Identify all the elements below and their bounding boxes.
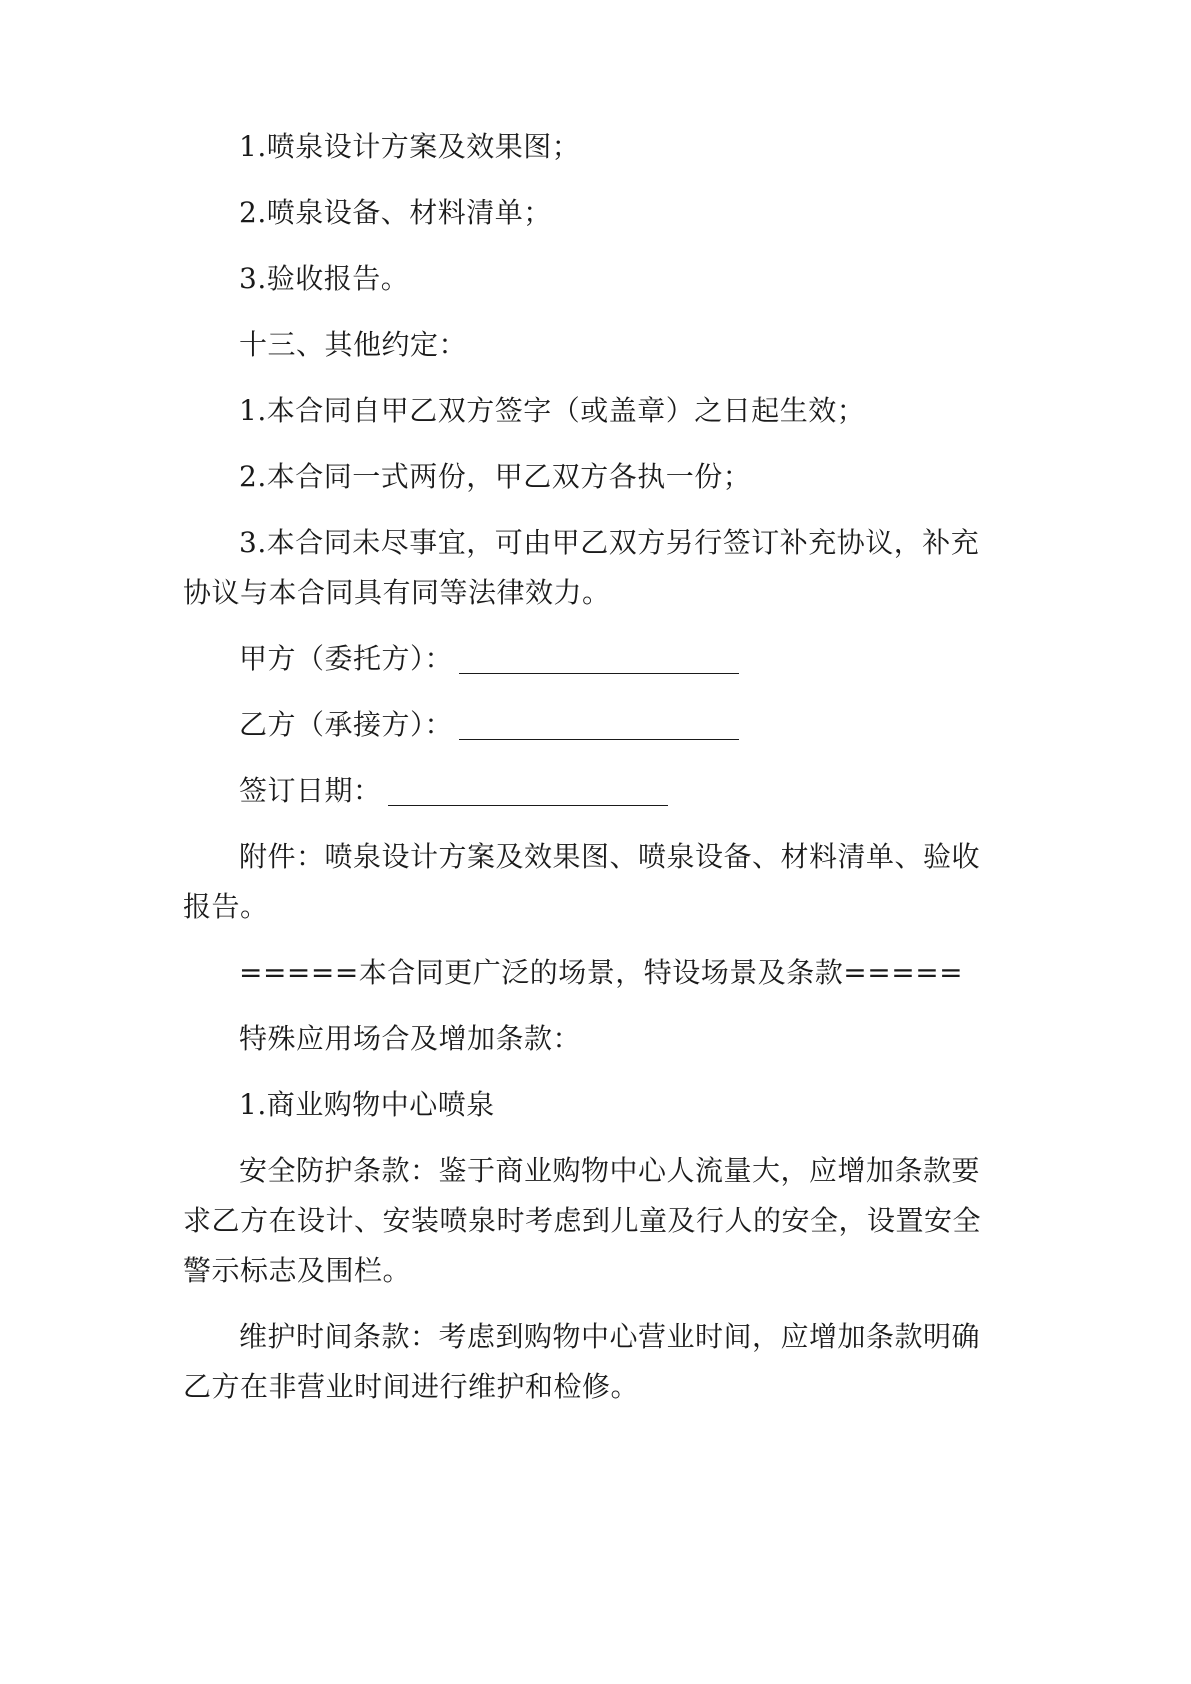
sign-date-line [183,766,1003,816]
clause-3: 3.本合同未尽事宜，可由甲乙双方另行签订补充协议，补充协议与本合同具有同等法律效力。 [183,526,980,609]
extended-scenarios-divider: =====本合同更广泛的场景，特设场景及条款===== [239,956,964,989]
document-page [183,0,1003,1684]
sign-date-label: 签订日期： [239,774,382,807]
party-b-label: 乙方（承接方）： [239,708,454,741]
sign-date-blank [388,777,668,806]
party-a-blank [459,645,739,674]
safety-clause: 安全防护条款：鉴于商业购物中心人流量大，应增加条款要求乙方在设计、安装喷泉时考虑到儿童及行人的安全，设置安全警示标志及围栏。 [183,1154,982,1287]
party-b-line [183,700,1003,750]
scenario-1-title: 1.商业购物中心喷泉 [239,1088,495,1121]
party-a-line [183,634,1003,684]
attachment-item-3: 3.验收报告。 [239,262,410,295]
special-applications-heading: 特殊应用场合及增加条款： [239,1022,582,1055]
clause-2: 2.本合同一式两份，甲乙双方各执一份； [239,460,752,493]
clause-1: 1.本合同自甲乙双方签字（或盖章）之日起生效； [239,394,866,427]
party-a-label: 甲方（委托方）： [239,642,454,675]
section-heading-13: 十三、其他约定： [239,328,468,361]
attachments-paragraph: 附件：喷泉设计方案及效果图、喷泉设备、材料清单、验收报告。 [183,840,981,923]
attachment-item-2: 2.喷泉设备、材料清单； [239,196,552,229]
attachment-item-1: 1.喷泉设计方案及效果图； [239,130,581,163]
maintenance-clause: 维护时间条款：考虑到购物中心营业时间，应增加条款明确乙方在非营业时间进行维护和检修。 [183,1320,981,1403]
party-b-blank [459,711,739,740]
